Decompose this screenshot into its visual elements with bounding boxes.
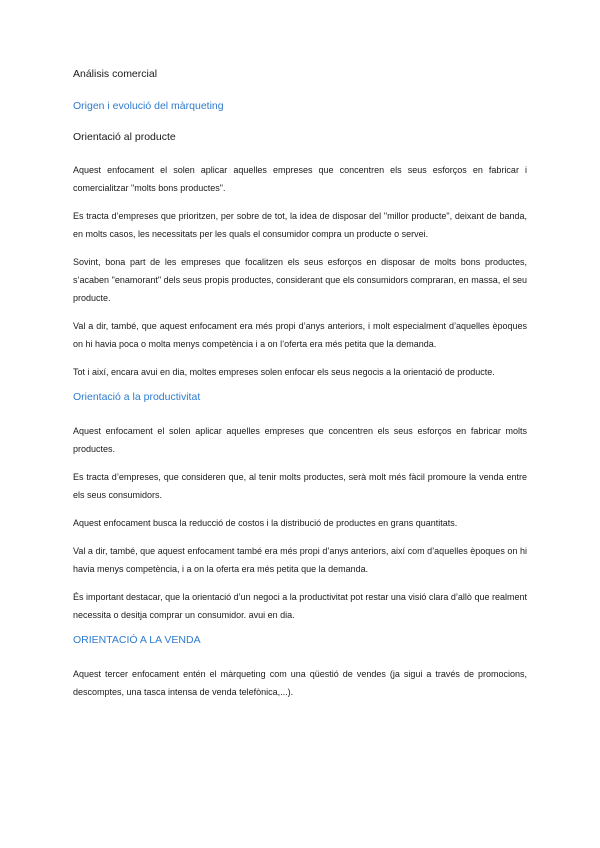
paragraph: Es tracta d’empreses que prioritzen, per sobre de tot, la idea de disposar del "millor producte", deixant de banda, en molts casos, les necessitats per les quals el consumidor compra un producte o servei.	[73, 211, 527, 239]
paragraph: Aquest enfocament el solen aplicar aquelles empreses que concentren els seus esforços en fabricar molts productes.	[73, 426, 527, 454]
paragraph: Aquest tercer enfocament entén el màrqueting com una qüestió de vendes (ja sigui a través de promocions, descomptes, una tasca intensa de venda telefònica,...).	[73, 669, 527, 697]
subsection-heading-product: Orientació al producte	[73, 131, 176, 143]
section-heading: Origen i evolució del màrqueting	[73, 100, 224, 112]
subsection-heading-productivity: Orientació a la productivitat	[73, 391, 201, 403]
document-body	[73, 68, 527, 711]
paragraph: Aquest enfocament el solen aplicar aquelles empreses que concentren els seus esforços en fabricar i comercialitzar "molts bons productes".	[73, 165, 527, 193]
paragraph: Es tracta d’empreses, que consideren que, al tenir molts productes, serà molt més fàcil promoure la venda entre els seus consumidors.	[73, 472, 527, 500]
subsection-heading-sales: ORIENTACIÓ A LA VENDA	[73, 634, 201, 646]
paragraph: Val a dir, també, que aquest enfocament també era més propi d’anys anteriors, així com d’aquelles èpoques on hi havia menys competència, i a on la oferta era més petita que la demanda.	[73, 546, 527, 574]
paragraph: Val a dir, també, que aquest enfocament era més propi d’anys anteriors, i molt especialment d’aquelles èpoques on hi havia poca o molta menys competència i a on l’oferta era més petita que la demanda.	[73, 321, 527, 349]
paragraph: Tot i així, encara avui en dia, moltes empreses solen enfocar els seus negocis a la orientació de producte.	[73, 367, 495, 377]
document-title: Análisis comercial	[73, 68, 158, 80]
paragraph: Aquest enfocament busca la reducció de costos i la distribució de productes en grans quantitats.	[73, 518, 458, 528]
paragraph: És important destacar, que la orientació d’un negoci a la productivitat pot restar una visió clara d’allò que realment necessita o desitja comprar un consumidor. avui en dia.	[73, 592, 527, 620]
paragraph: Sovint, bona part de les empreses que focalitzen els seus esforços en disposar de molts bons productes, s’acaben "enamorant" dels seus propis productes, considerant que els consumidors compraran, en massa, el seu producte.	[73, 257, 527, 303]
